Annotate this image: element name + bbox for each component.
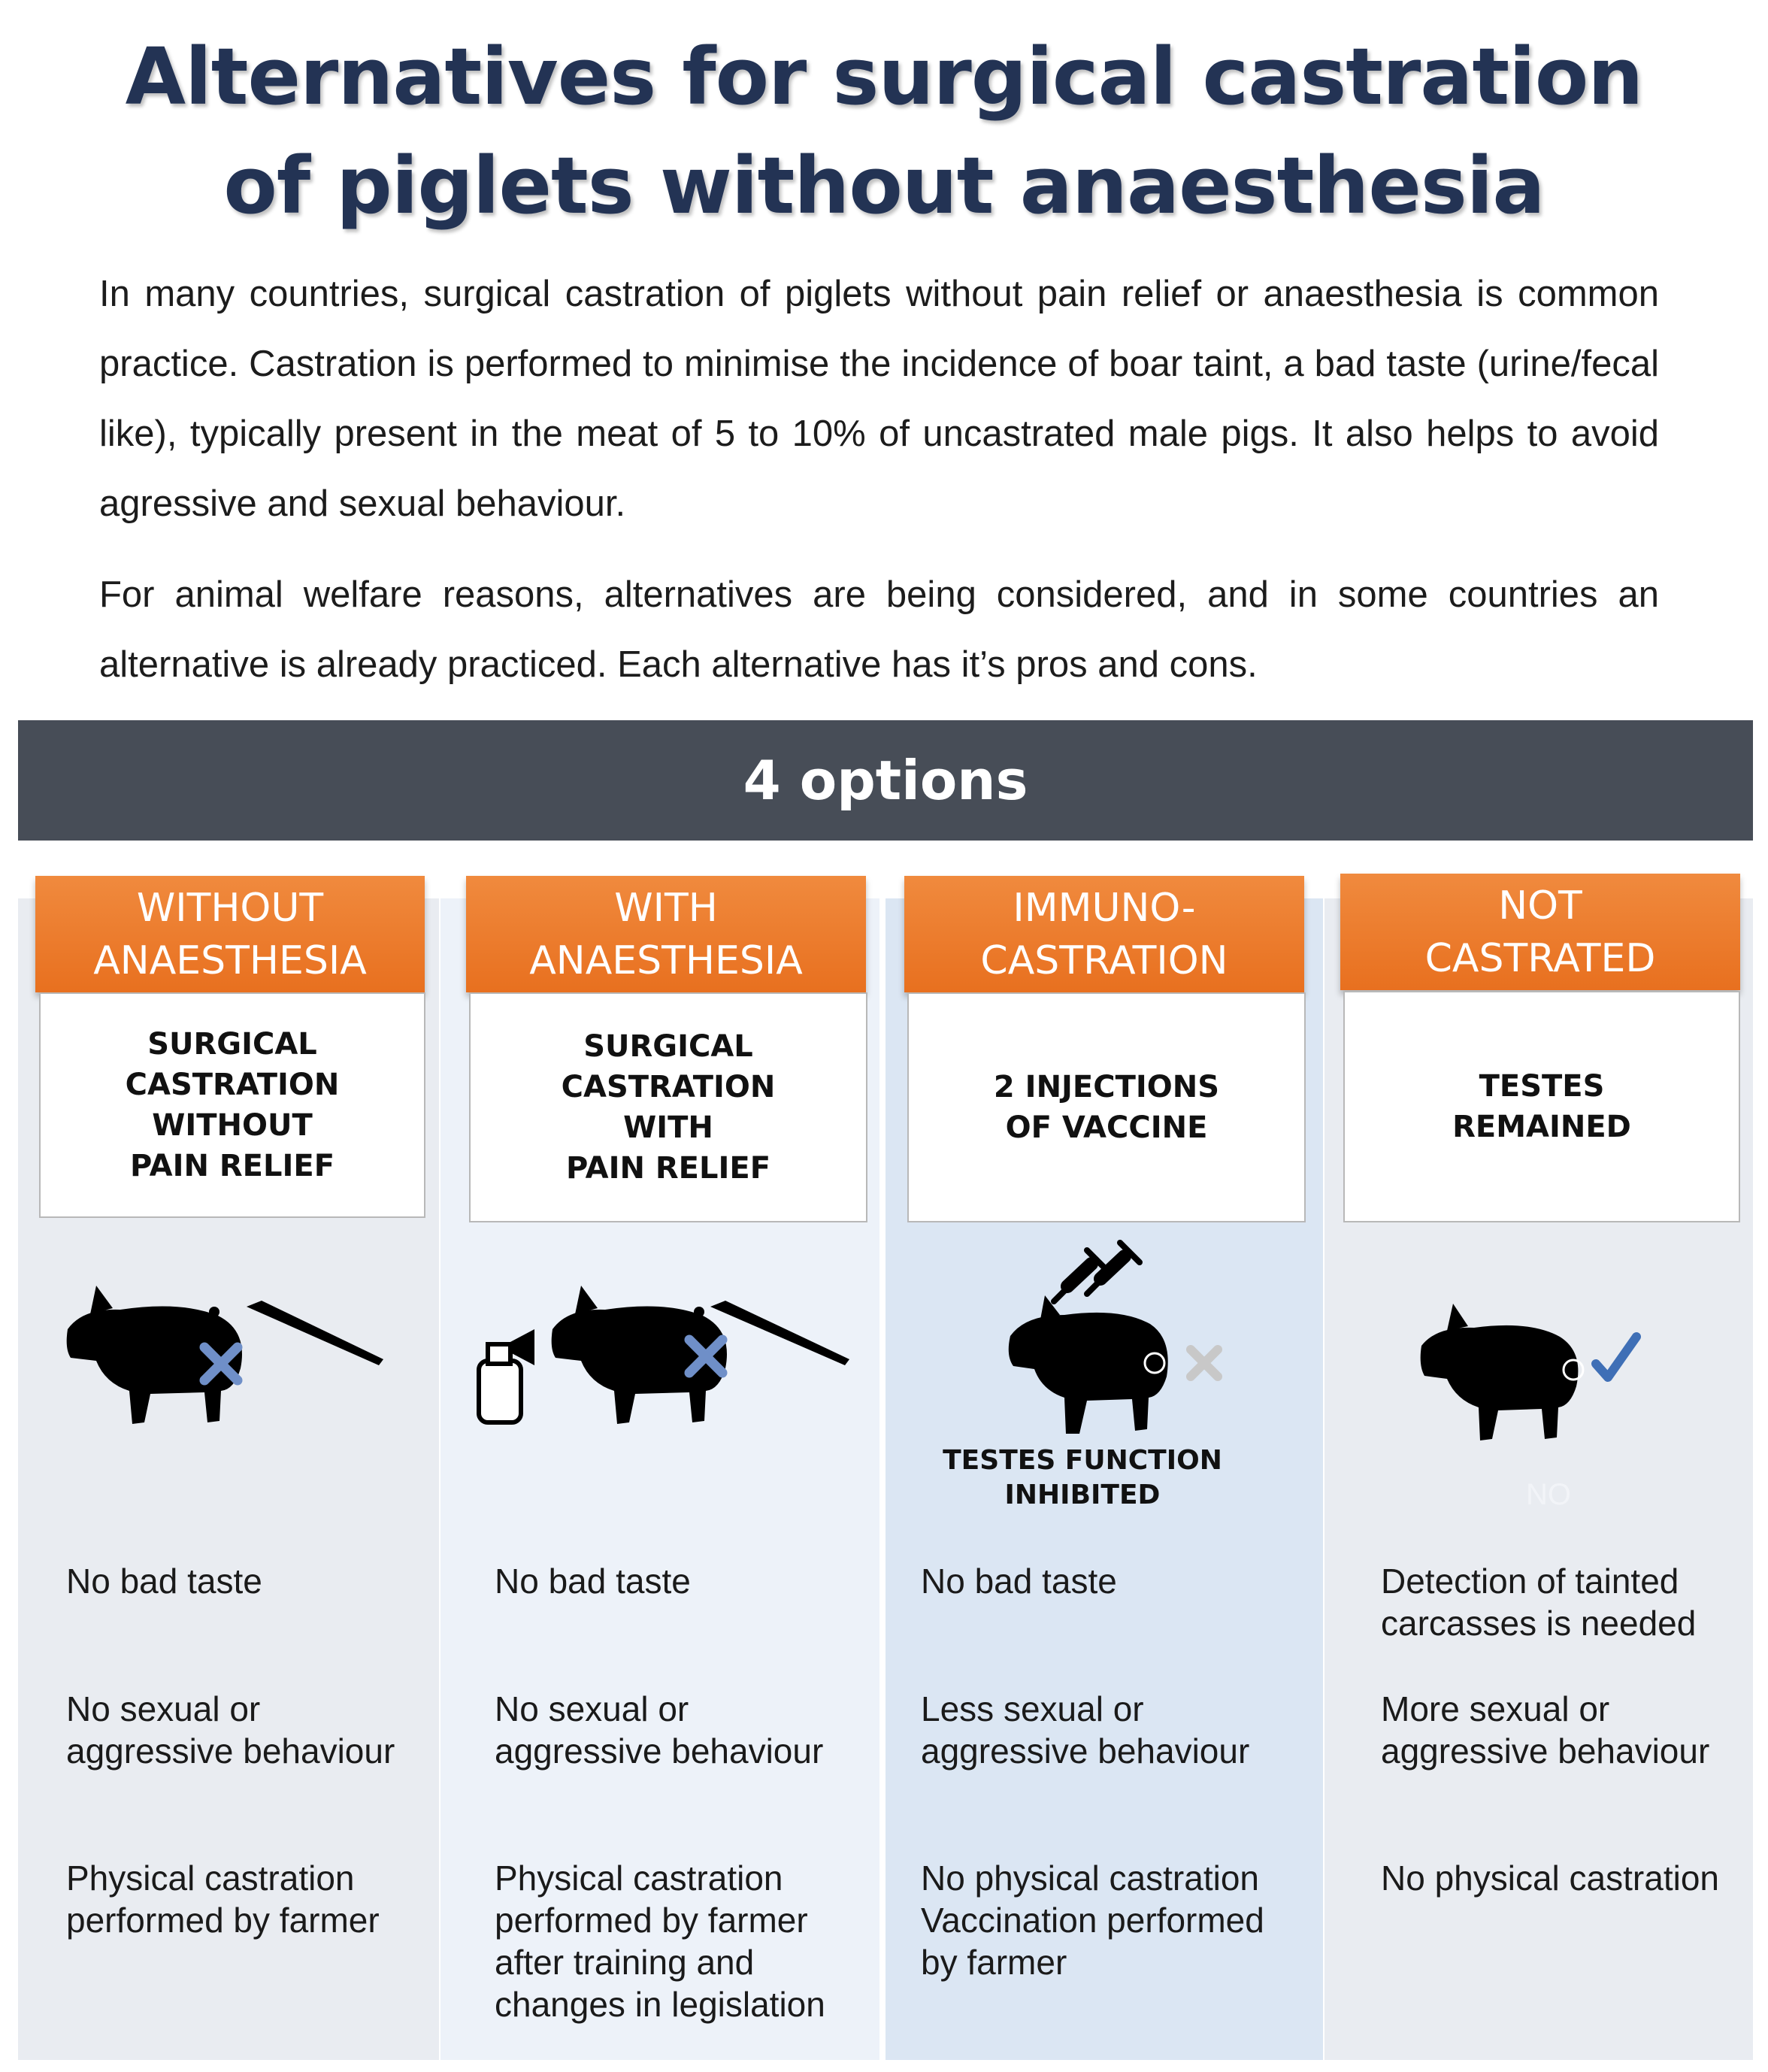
fact-4-2: More sexual or aggressive behaviour — [1381, 1689, 1710, 1771]
fact-1-1: No bad taste — [66, 1562, 262, 1601]
method-line: CASTRATION — [561, 1070, 776, 1104]
header-line: WITH — [614, 885, 718, 931]
fact-1-3: Physical castration performed by farmer — [66, 1858, 380, 1940]
fact-3-3: No physical castration Vaccination performed by farmer — [921, 1858, 1264, 1982]
anaesthesia-bottle-icon — [479, 1329, 534, 1422]
header-line: CASTRATION — [980, 938, 1228, 983]
header-line: ANAESTHESIA — [529, 938, 803, 983]
method-box-2 — [469, 992, 867, 1222]
fact-2-2: No sexual or aggressive behaviour — [495, 1689, 824, 1771]
header-immuno-castration — [904, 876, 1304, 992]
fact-3-1: No bad taste — [921, 1562, 1117, 1601]
fact-2-1: No bad taste — [495, 1562, 691, 1601]
method-box-3 — [907, 992, 1306, 1222]
method-line: WITHOUT — [152, 1108, 313, 1143]
method-line: PAIN RELIEF — [565, 1151, 771, 1186]
method-box-4 — [1343, 991, 1740, 1222]
method-line: CASTRATION — [125, 1068, 340, 1102]
intro-paragraph-2: For animal welfare reasons, alternatives are being considered, and in some countries an alternative is already practiced. Each alternative has it’s pros and cons. — [99, 574, 1659, 685]
pig-with-scalpel-icon — [60, 1271, 391, 1436]
header-not-castrated — [1340, 874, 1740, 990]
method-line: SURGICAL — [583, 1029, 753, 1064]
title-line-2: of piglets without anaesthesia — [223, 140, 1545, 232]
fact-1-2: No sexual or aggressive behaviour — [66, 1689, 395, 1771]
method-line: 2 INJECTIONS — [993, 1070, 1220, 1104]
fact-3-2: Less sexual or aggressive behaviour — [921, 1689, 1250, 1771]
method-box-1 — [39, 992, 425, 1218]
header-line: NOT — [1498, 883, 1582, 928]
options-banner — [18, 720, 1753, 841]
title-line-1: Alternatives for surgical castration — [125, 31, 1643, 123]
header-line: ANAESTHESIA — [93, 938, 367, 983]
pig-with-anaesthesia-and-scalpel-icon — [470, 1271, 861, 1436]
header-line: CASTRATED — [1424, 935, 1656, 981]
method-line: TESTES — [1479, 1069, 1605, 1104]
testes-inhibited-caption: TESTES FUNCTION INHIBITED — [943, 1445, 1222, 1510]
method-line: OF VACCINE — [1005, 1110, 1208, 1145]
method-line: SURGICAL — [147, 1027, 317, 1062]
header-without-anaesthesia — [35, 876, 425, 992]
intro-text — [99, 259, 1659, 721]
page-title — [0, 23, 1768, 241]
options-banner-label: 4 options — [743, 749, 1028, 812]
fact-2-3: Physical castration performed by farmer after training and changes in legislation — [495, 1858, 825, 2024]
fact-4-3: No physical castration — [1381, 1858, 1719, 1898]
intro-paragraph-1: In many countries, surgical castration of piglets without pain relief or anaesthesia is common practice. Castration is performed to minimise the incidence of boar taint, a bad taste (urine/fecal like), typically present in the meat of 5 to 10% of uncastrated male pigs. It also helps to avoid agressive and sexual behaviour. — [99, 274, 1659, 524]
header-line: IMMUNO- — [1013, 885, 1196, 931]
header-line: WITHOUT — [136, 885, 324, 931]
checkmark-icon — [1596, 1337, 1636, 1377]
pig-with-checkmark-icon — [1417, 1293, 1657, 1443]
fact-4-1: Detection of tainted carcasses is needed — [1381, 1562, 1697, 1643]
ghost-caption: NO — [1526, 1478, 1571, 1511]
method-line: PAIN RELIEF — [129, 1149, 335, 1183]
method-line: WITH — [623, 1110, 713, 1145]
pig-with-syringes-icon — [1000, 1237, 1248, 1447]
header-with-anaesthesia — [466, 876, 866, 992]
method-line: REMAINED — [1452, 1110, 1631, 1144]
